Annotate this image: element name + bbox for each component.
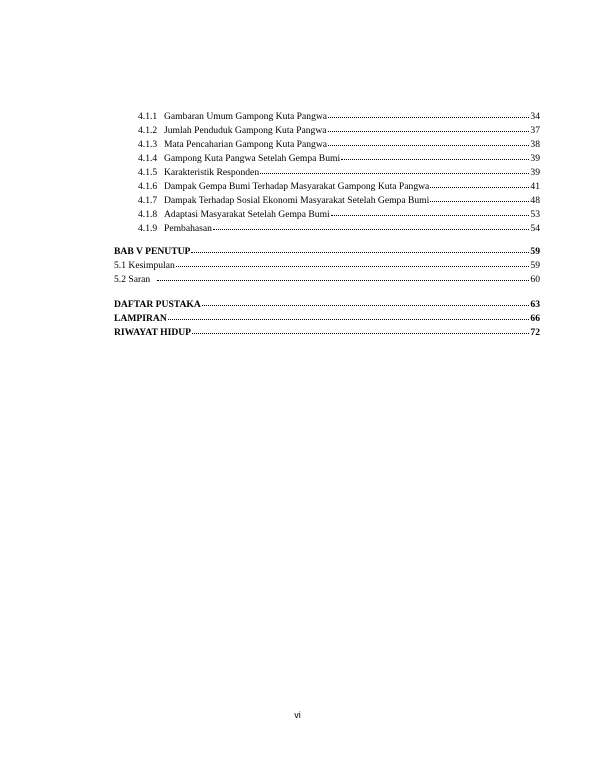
toc-entry-page: 59 <box>530 260 540 271</box>
toc-entry-page: 39 <box>530 153 540 164</box>
leader-dots <box>328 123 530 132</box>
toc-entry-number: 4.1.9 <box>138 223 158 234</box>
toc-entry-4-1-9[interactable] <box>138 222 540 234</box>
toc-entry-title: Jumlah Penduduk Gampong Kuta Pangwa <box>164 125 327 136</box>
leader-dots <box>331 207 530 216</box>
toc-entry-title: Gambaran Umum Gampong Kuta Pangwa <box>164 111 328 122</box>
toc-entry-page: 34 <box>530 111 540 122</box>
toc-entry-page: 48 <box>530 195 540 206</box>
leader-dots <box>213 221 529 230</box>
toc-entry-4-1-8[interactable] <box>138 208 540 220</box>
toc-entry-page: 66 <box>530 313 540 324</box>
toc-entry-page: 41 <box>530 181 540 192</box>
toc-entry-title: RIWAYAT HIDUP <box>114 327 192 338</box>
toc-entry-5-1[interactable] <box>114 259 540 271</box>
toc-entry-page: 39 <box>530 167 540 178</box>
toc-entry-4-1-2[interactable] <box>138 124 540 136</box>
page-number: vi <box>294 710 301 720</box>
toc-entry-title: Karakteristik Responden <box>164 167 260 178</box>
toc-entry-title: Adaptasi Masyarakat Setelah Gempa Bumi <box>164 209 330 220</box>
toc-entry-number: 4.1.4 <box>138 153 158 164</box>
toc-chapter-5[interactable] <box>114 245 540 257</box>
toc-lampiran[interactable] <box>114 312 540 324</box>
toc-entry-number: 4.1.3 <box>138 139 158 150</box>
toc-entry-number: 4.1.2 <box>138 125 158 136</box>
toc-entry-4-1-4[interactable] <box>138 152 540 164</box>
toc-entry-title: 5.1 Kesimpulan <box>114 260 175 271</box>
toc-entry-title: Gampong Kuta Pangwa Setelah Gempa Bumi <box>164 153 341 164</box>
toc-entry-page: 63 <box>530 299 540 310</box>
toc-entry-title: Dampak Gempa Bumi Terhadap Masyarakat Gampong Kuta Pangwa <box>164 181 430 192</box>
toc-entry-page: 72 <box>530 327 540 338</box>
leader-dots <box>168 311 530 320</box>
toc-entry-page: 60 <box>530 274 540 285</box>
toc-entry-4-1-3[interactable] <box>138 138 540 150</box>
toc-entry-number: 4.1.7 <box>138 195 158 206</box>
toc-entry-page: 53 <box>530 209 540 220</box>
toc-riwayat-hidup[interactable] <box>114 326 540 338</box>
leader-dots <box>202 297 530 306</box>
toc-entry-title: Pembahasan <box>164 223 212 234</box>
toc-daftar-pustaka[interactable] <box>114 298 540 310</box>
leader-dots <box>328 109 529 118</box>
leader-dots <box>328 137 529 146</box>
toc-entry-title: BAB V PENUTUP <box>114 246 191 257</box>
leader-dots <box>192 325 529 334</box>
toc-entry-page: 38 <box>530 139 540 150</box>
toc-entry-4-1-5[interactable] <box>138 166 540 178</box>
leader-dots <box>430 179 529 188</box>
leader-dots <box>191 244 529 253</box>
toc-entry-number: 4.1.8 <box>138 209 158 220</box>
toc-entry-5-2[interactable] <box>114 273 540 285</box>
toc-entry-4-1-6[interactable] <box>138 180 540 192</box>
toc-entry-number: 4.1.1 <box>138 111 158 122</box>
toc-entry-page: 54 <box>530 223 540 234</box>
toc-entry-title: Dampak Terhadap Sosial Ekonomi Masyarakat Setelah Gempa Bumi <box>164 195 430 206</box>
leader-dots <box>430 193 529 202</box>
toc-entry-page: 37 <box>530 125 540 136</box>
toc-entry-page: 59 <box>530 246 540 257</box>
leader-dots <box>341 151 529 160</box>
toc-entry-number: 4.1.6 <box>138 181 158 192</box>
toc-entry-number: 4.1.5 <box>138 167 158 178</box>
toc-entry-4-1-7[interactable] <box>138 194 540 206</box>
toc-entry-title: 5.2 Saran <box>114 274 151 285</box>
toc-entry-title: Mata Pencaharian Gampong Kuta Pangwa <box>164 139 328 150</box>
leader-dots <box>176 258 530 267</box>
toc-entry-4-1-1[interactable] <box>138 110 540 122</box>
toc-entry-title: LAMPIRAN <box>114 313 167 324</box>
leader-dots <box>260 165 529 174</box>
leader-dots <box>157 272 529 281</box>
toc-entry-title: DAFTAR PUSTAKA <box>114 299 201 310</box>
